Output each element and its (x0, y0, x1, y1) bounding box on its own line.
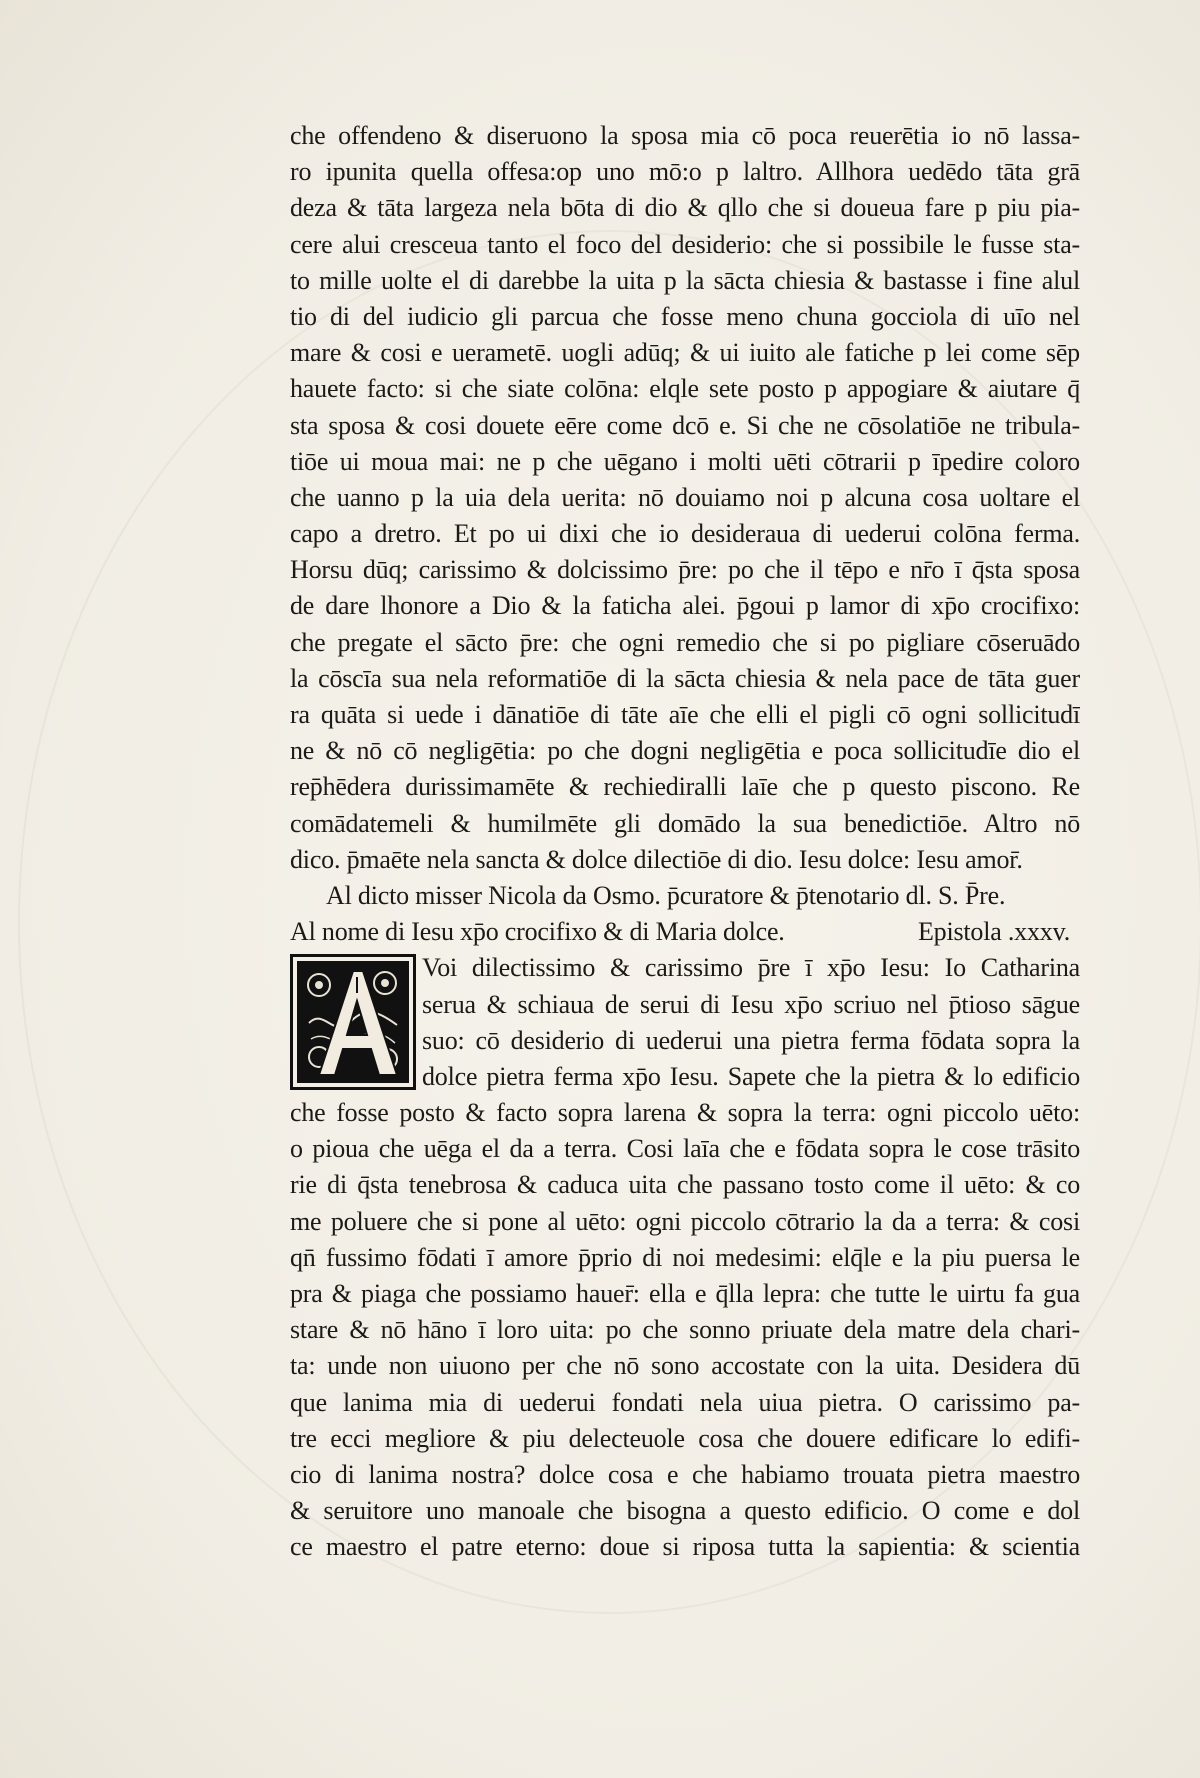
text-line: Horsu dūq; carissimo & dolcissimo p̄re: po che il tēpo e nr̄o ī q̄sta sposa (290, 555, 1080, 585)
text-line: che uanno p la uia dela uerita: nō douiamo noi p alcuna cosa uoltare el (290, 482, 1080, 512)
epistle-number: Epistola .xxxv. (917, 917, 1070, 947)
text-line: dico. p̄maēte nela sancta & dolce dilectiōe di dio. Iesu dolce: Iesu amor̄. (290, 844, 1023, 874)
text-line: hauete facto: si che siate colōna: elqle sete posto p appogiare & aiutare q̄ (290, 374, 1080, 404)
text-line: cere alui cresceua tanto el foco del desiderio: che si possibile le fusse sta‐ (290, 229, 1080, 259)
decorated-initial (290, 954, 416, 1090)
text-line: de dare lhonore a Dio & la faticha alei. p̄goui p lamor di xp̄o crocifixo: (290, 591, 1080, 621)
initial-a-icon (299, 963, 407, 1081)
text-line: o pioua che uēga el da a terra. Cosi laīa che e fōdata sopra le cose trāsito (290, 1134, 1080, 1164)
text-line: ne & nō cō negligētia: po che dogni negligētia e poca sollicitudīe dio el (290, 736, 1080, 766)
text-line: che fosse posto & facto sopra larena & sopra la terra: ogni piccolo uēto: (290, 1098, 1080, 1128)
text-line: ra quāta si uede i dānatiōe di tāte aīe che elli el pigli cō ogni sollicitudī (290, 700, 1080, 729)
text-line: sta sposa & cosi douete eēre come dcō e. Si che ne cōsolatiōe ne tribula‐ (290, 410, 1080, 440)
text-line: stare & nō hāno ī loro uita: po che sonno priuate dela matre dela chari‐ (290, 1315, 1080, 1345)
epistle-35-body (290, 1095, 1080, 1565)
text-line: capo a dretro. Et po ui dixi che io desideraua di uederui colōna ferma. (290, 519, 1080, 549)
drop-cap-paragraph (290, 950, 1080, 1095)
epistle-34-conclusion (290, 118, 1080, 878)
text-line: qn̄ fussimo fōdati ī amore p̄prio di noi medesimi: elq̄le e la piu puersa le (290, 1242, 1080, 1272)
text-line: ce maestro el patre eterno: doue si riposa tutta la sapientia: & scientia (290, 1532, 1080, 1562)
text-line: & seruitore uno manoale che bisogna a questo edificio. O come e dol (290, 1496, 1080, 1526)
text-line: me poluere che si pone al uēto: ogni piccolo cōtrario la da a terra: & cosi (290, 1206, 1080, 1236)
text-line: che offendeno & diseruono la sposa mia cō poca reuerētia io nō lassa‐ (290, 121, 1080, 150)
text-line: to mille uolte el di darebbe la uita p la sācta chiesia & bastasse i fine alul (290, 265, 1080, 295)
drop-cap-line: dolce pietra ferma xp̄o Iesu. Sapete che la pietra & lo edificio (422, 1061, 1080, 1091)
drop-cap-line: serua & schiaua de serui di Iesu xp̄o scriuo nel p̄tioso sāgue (422, 989, 1080, 1019)
text-line: la cōscīa sua nela reformatiōe di la sācta chiesia & nela pace de tāta guer (290, 663, 1080, 693)
epistle-invocation (290, 914, 1080, 950)
text-line: deza & tāta largeza nela bōta di dio & qllo che si doueua fare p piu pia‐ (290, 193, 1080, 223)
text-line: rie di q̄sta tenebrosa & caduca uita che passano tosto come il uēto: & co (290, 1170, 1080, 1200)
drop-cap-line: suo: cō desiderio di uederui una pietra ferma fōdata sopra la (422, 1025, 1080, 1055)
text-line: tiōe ui moua mai: ne p che uēgano i molti uēti cōtrarii p īpedire coloro (290, 446, 1080, 476)
text-line: tio di del iudicio gli parcua che fosse meno chuna gocciola di uīo nel (290, 301, 1080, 331)
text-line: cio di lanima nostra? dolce cosa e che habiamo trouata pietra maestro (290, 1459, 1080, 1489)
text-line: ta: unde non uiuono per che nō sono accostate con la uita. Desidera dū (290, 1351, 1080, 1381)
text-line: pra & piaga che possiamo hauer̄: ella e q̄lla lepra: che tutte le uirtu fa gua (290, 1279, 1080, 1308)
text-line: tre ecci megliore & piu delecteuole cosa che douere edificare lo edifi‐ (290, 1423, 1080, 1453)
text-line: comādatemeli & humilmēte gli domādo la sua benedictiōe. Altro nō (290, 808, 1080, 838)
text-line: che pregate el sācto p̄re: che ogni remedio che si po pigliare cōseruādo (290, 627, 1080, 657)
invocation-text: Al nome di Iesu xp̄o crocifixo & di Maria dolce. (290, 917, 785, 947)
text-line: que lanima mia di uederui fondati nela uiua pietra. O carissimo pa‐ (290, 1387, 1080, 1417)
text-line: mare & cosi e uerametē. uogli adūq; & ui iuito ale fatiche p lei come sēp (290, 338, 1080, 368)
text-line: rep̄hēdera durissimamēte & rechiediralli laīe che p questo piscono. Re (290, 772, 1080, 802)
epistle-heading: Al dicto misser Nicola da Osmo. p̄curatore & p̄tenotario dl. S. P̄re. (326, 880, 1006, 910)
text-line: ro ipunita quella offesa:op uno mō:o p laltro. Allhora uedēdo tāta grā (290, 157, 1080, 187)
drop-cap-line: Voi dilectissimo & carissimo p̄re ī xp̄o Iesu: Io Catharina (422, 953, 1080, 983)
text-block (290, 118, 1080, 1566)
